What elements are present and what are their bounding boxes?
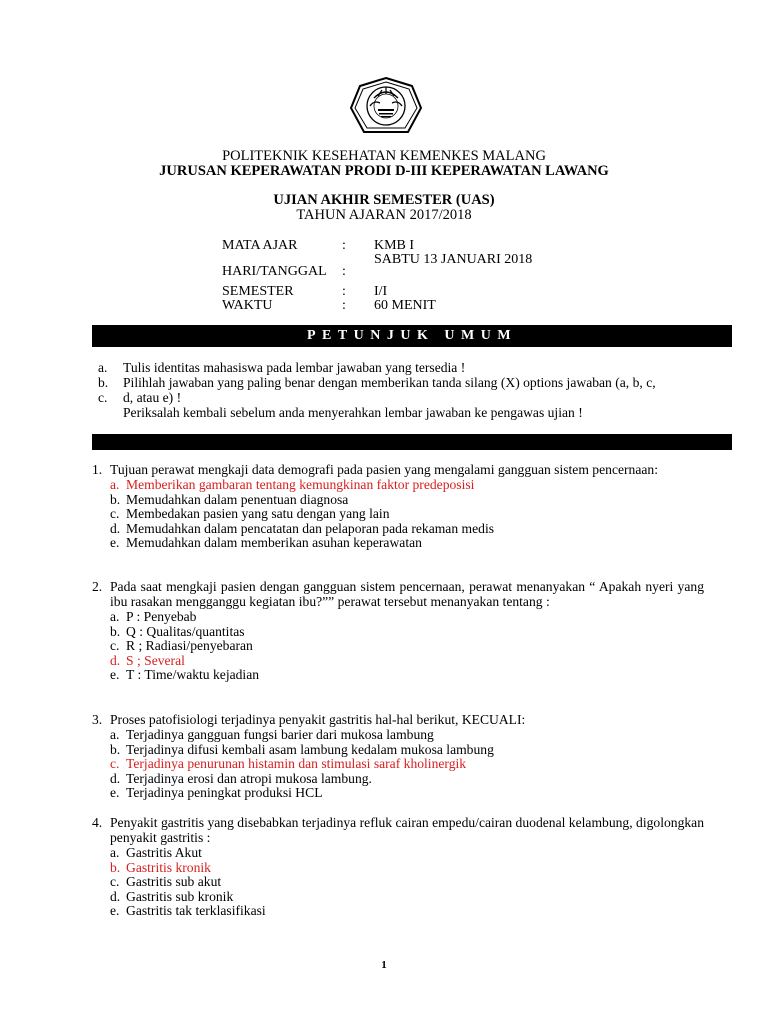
academic-year: TAHUN AJARAN 2017/2018 — [296, 207, 472, 223]
option-letter: a. — [110, 477, 120, 492]
instruction-letter: a. — [98, 360, 108, 375]
instruction-letter: c. — [98, 390, 108, 405]
info-colon: : — [342, 238, 346, 253]
option-text: Membedakan pasien yang satu dengan yang lain — [126, 506, 390, 522]
info-label: WAKTU — [222, 298, 273, 313]
option-text: S ; Several — [126, 652, 185, 668]
option-text: R ; Radiasi/penyebaran — [126, 638, 253, 654]
option-text: Q : Qualitas/quantitas — [126, 623, 245, 639]
question-stem — [92, 462, 704, 477]
option-letter: c. — [110, 756, 120, 772]
exam-title: UJIAN AKHIR SEMESTER (UAS) — [273, 192, 495, 208]
option-letter: e. — [110, 903, 120, 919]
answer-choice — [110, 535, 704, 550]
option-list — [92, 609, 704, 682]
option-letter: a. — [110, 609, 120, 624]
info-row-hari-tanggal — [222, 252, 534, 279]
answer-choice — [110, 638, 704, 653]
question-text: Proses patofisiologi terjadinya penyakit gastritis hal-hal berikut, KECUALI: — [110, 712, 526, 727]
option-text: Gastritis kronik — [126, 859, 211, 875]
section-separator-bar — [92, 434, 732, 450]
answer-choice — [110, 874, 704, 889]
instruction-text: Pilihlah jawaban yang paling benar dengan memberikan tanda silang (X) options jawaban (a, b, c, — [123, 375, 656, 390]
question-number: 2. — [92, 579, 103, 594]
option-text: Terjadinya difusi kembali asam lambung kedalam mukosa lambung — [126, 741, 494, 757]
question-stem — [92, 815, 704, 845]
instructions-title: PETUNJUK UMUM — [306, 328, 518, 343]
option-letter: d. — [110, 520, 121, 536]
option-letter: b. — [110, 491, 121, 507]
option-text: Gastritis Akut — [126, 845, 202, 860]
instruction-letter — [92, 405, 123, 420]
option-text: P : Penyebab — [126, 609, 197, 624]
answer-choice — [110, 903, 704, 918]
info-label: MATA AJAR — [222, 238, 298, 253]
answer-choice — [110, 609, 704, 624]
option-text: Gastritis sub kronik — [126, 888, 234, 904]
option-text: Terjadinya peningkat produksi HCL — [126, 785, 323, 801]
option-text: Terjadinya penurunan histamin dan stimulasi saraf kholinergik — [126, 756, 467, 772]
question-number: 3. — [92, 712, 103, 727]
instruction-text: Tulis identitas mahasiswa pada lembar jawaban yang tersedia ! — [123, 360, 466, 375]
question-2 — [92, 579, 704, 682]
answer-option — [110, 756, 704, 771]
answer-choice — [110, 667, 704, 682]
question-text: Pada saat mengkaji pasien dengan gangguan sistem pencernaan, perawat menanyakan “ Apakah nyeri yang ibu rasakan mengganggu kegiatan ibu?”” perawat tersebut menanyakan tentang : — [110, 579, 704, 609]
page-number: 1 — [381, 959, 387, 971]
answer-option — [110, 653, 704, 668]
instruction-item — [92, 375, 732, 390]
info-colon: : — [342, 298, 346, 313]
info-label: HARI/TANGGAL — [222, 264, 327, 279]
option-letter: c. — [110, 506, 120, 522]
option-text: T : Time/waktu kejadian — [126, 667, 260, 683]
option-letter: c. — [110, 638, 120, 654]
question-number: 1. — [92, 462, 103, 477]
department-name: JURUSAN KEPERAWATAN PRODI D-III KEPERAWATAN LAWANG — [159, 163, 609, 179]
instruction-letter: b. — [98, 375, 109, 390]
option-list — [92, 727, 704, 800]
info-value: 60 MENIT — [374, 298, 436, 313]
question-text: Tujuan perawat mengkaji data demografi pada pasien yang mengalami gangguan sistem pencernaan: — [110, 462, 658, 477]
question-stem — [92, 712, 704, 727]
info-row-mata-ajar — [222, 238, 534, 253]
option-text: Memberikan gambaran tentang kemungkinan faktor predeposisi — [126, 477, 475, 492]
answer-choice — [110, 492, 704, 507]
info-colon: : — [342, 264, 346, 279]
info-row-waktu — [222, 298, 534, 313]
instruction-item — [92, 360, 732, 375]
option-letter: b. — [110, 623, 121, 639]
option-letter: e. — [110, 785, 120, 801]
answer-option — [110, 477, 704, 492]
option-letter: a. — [110, 727, 120, 742]
answer-choice — [110, 845, 704, 860]
institution-name: POLITEKNIK KESEHATAN KEMENKES MALANG — [222, 148, 546, 164]
question-stem — [92, 579, 704, 609]
answer-choice — [110, 727, 704, 742]
option-text: Terjadinya gangguan fungsi barier dari mukosa lambung — [126, 727, 434, 742]
answer-choice — [110, 624, 704, 639]
question-3 — [92, 712, 704, 800]
question-1 — [92, 462, 704, 550]
answer-choice — [110, 742, 704, 757]
option-letter: e. — [110, 667, 120, 683]
instruction-item — [92, 405, 732, 420]
answer-choice — [110, 889, 704, 904]
option-letter: e. — [110, 535, 120, 551]
option-letter: b. — [110, 859, 121, 875]
instructions-header-bar — [92, 325, 732, 347]
info-row-semester — [222, 284, 534, 299]
question-number: 4. — [92, 815, 103, 830]
instructions-list — [92, 360, 732, 420]
option-letter: b. — [110, 741, 121, 757]
info-colon: : — [342, 284, 346, 299]
option-letter: d. — [110, 888, 121, 904]
info-value: KMB I — [374, 238, 415, 253]
option-text: Memudahkan dalam pencatatan dan pelaporan pada rekaman medis — [126, 520, 495, 536]
answer-choice — [110, 785, 704, 800]
option-letter: d. — [110, 652, 121, 668]
info-value: I/I — [374, 284, 388, 299]
info-label: SEMESTER — [222, 284, 294, 299]
option-letter: a. — [110, 845, 120, 860]
option-text: Gastritis tak terklasifikasi — [126, 903, 266, 919]
answer-option — [110, 860, 704, 875]
option-letter: d. — [110, 770, 121, 786]
instruction-text: d, atau e) ! — [123, 390, 182, 405]
option-text: Terjadinya erosi dan atropi mukosa lambung. — [126, 770, 372, 786]
question-text: Penyakit gastritis yang disebabkan terjadinya refluk cairan empedu/cairan duodenal kelambung, digolongkan penyakit gastritis : — [110, 815, 704, 845]
option-text: Memudahkan dalam memberikan asuhan keperawatan — [126, 535, 422, 551]
option-list — [92, 477, 704, 550]
info-value: SABTU 13 JANUARI 2018 — [374, 252, 533, 267]
instruction-text: Periksalah kembali sebelum anda menyerahkan lembar jawaban ke pengawas ujian ! — [123, 405, 583, 420]
answer-choice — [110, 506, 704, 521]
institution-emblem-icon — [348, 76, 424, 136]
question-4 — [92, 815, 704, 918]
answer-choice — [110, 771, 704, 786]
instruction-item — [92, 390, 732, 405]
option-text: Gastritis sub akut — [126, 874, 222, 890]
option-list — [92, 845, 704, 918]
answer-choice — [110, 521, 704, 536]
option-text: Memudahkan dalam penentuan diagnosa — [126, 491, 349, 507]
option-letter: c. — [110, 874, 120, 890]
